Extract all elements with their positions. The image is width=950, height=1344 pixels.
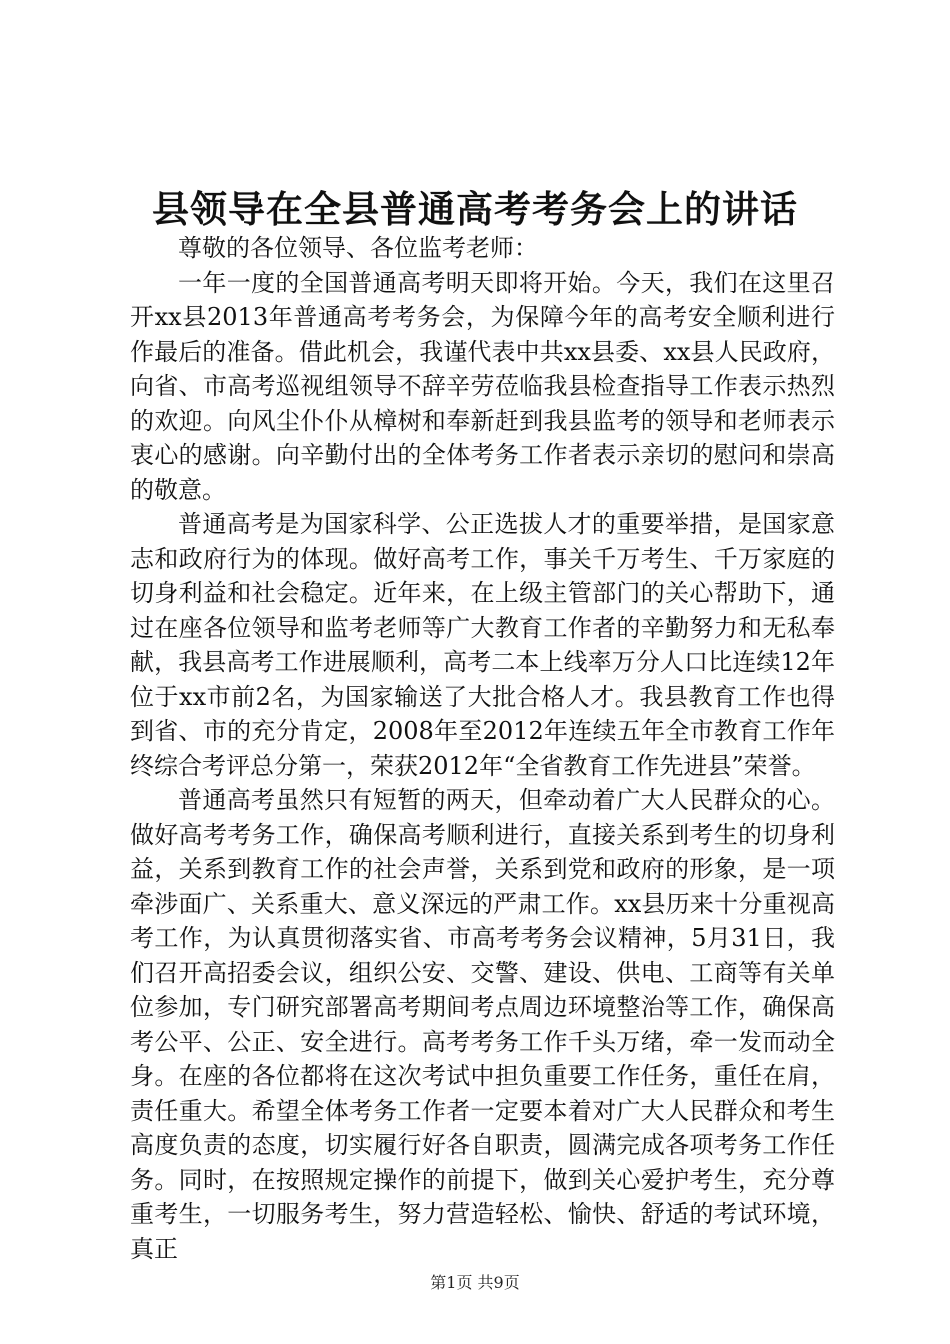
salutation: 尊敬的各位领导、各位监考老师： (178, 234, 538, 262)
document-body (130, 231, 835, 1266)
paragraph-1: 一年一度的全国普通高考明天即将开始。今天，我们在这里召开xx县2013年普通高考考务会，为保障今年的高考安全顺利进行作最后的准备。借此机会，我谨代表中共xx县委、xx县人民政府，向省、市高考巡视组领导不辞辛劳莅临我县检查指导工作表示热烈的欢迎。向风尘仆仆从樟树和奉新赶到我县监考的领导和老师表示衷心的感谢。向辛勤付出的全体考务工作者表示亲切的慰问和崇高的敬意。 (130, 268, 835, 504)
page-number: 第1页 (430, 1273, 473, 1292)
paragraph-3: 普通高考虽然只有短暂的两天，但牵动着广大人民群众的心。做好高考考务工作，确保高考顺利进行，直接关系到考生的切身利益，关系到教育工作的社会声誉，关系到党和政府的形象，是一项牵涉面广、关系重大、意义深远的严肃工作。xx县历来十分重视高考工作，为认真贯彻落实省、市高考考务会议精神，5月31日，我们召开高招委会议，组织公安、交警、建设、供电、工商等有关单位参加，专门研究部署高考期间考点周边环境整治等工作，确保高考公平、公正、安全进行。高考考务工作千头万绪，牵一发而动全身。在座的各位都将在这次考试中担负重要工作任务，重任在肩，责任重大。希望全体考务工作者一定要本着对广大人民群众和考生高度负责的态度，切实履行好各自职责，圆满完成各项考务工作任务。同时，在按照规定操作的前提下，做到关心爱护考生，充分尊重考生，一切服务考生，努力营造轻松、愉快、舒适的考试环境，真正 (130, 786, 835, 1263)
document-title: 县领导在全县普通高考考务会上的讲话 (152, 187, 798, 231)
page-footer (0, 1272, 950, 1294)
paragraph-2: 普通高考是为国家科学、公正选拔人才的重要举措，是国家意志和政府行为的体现。做好高考工作，事关千万考生、千万家庭的切身利益和社会稳定。近年来，在上级主管部门的关心帮助下，通过在座各位领导和监考老师等广大教育工作者的辛勤努力和无私奉献，我县高考工作进展顺利，高考二本上线率万分人口比连续12年位于xx市前2名，为国家输送了大批合格人才。我县教育工作也得到省、市的充分肯定，2008年至2012年连续五年全市教育工作年终综合考评总分第一，荣获2012年“全省教育工作先进县”荣誉。 (130, 510, 835, 780)
page-total: 共9页 (477, 1273, 520, 1292)
